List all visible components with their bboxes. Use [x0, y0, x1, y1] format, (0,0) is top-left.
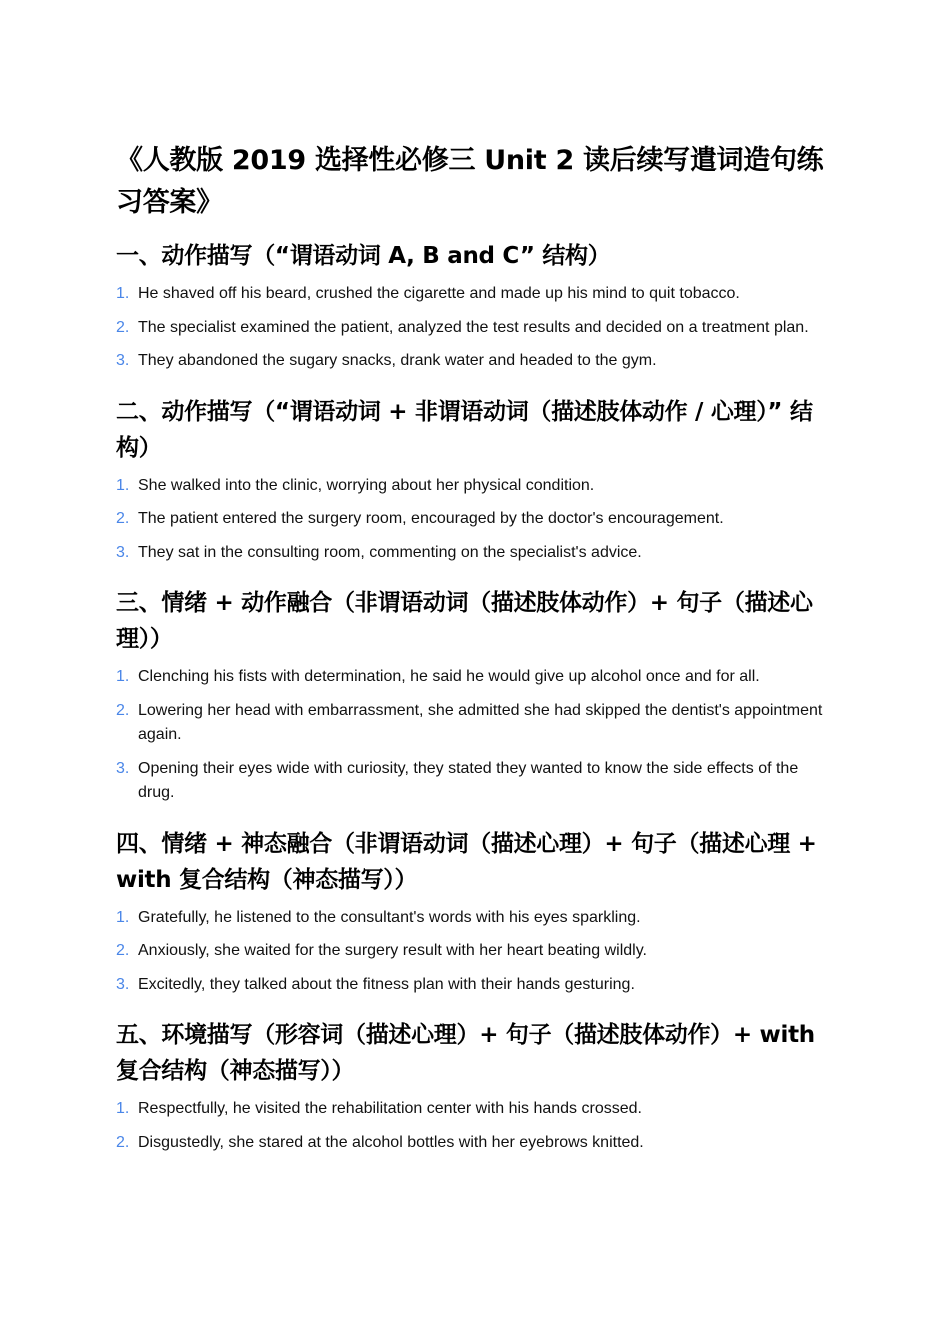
list-number: 1. [116, 908, 130, 926]
list-item [116, 1097, 836, 1122]
list-item [116, 474, 836, 499]
sentence-text: Gratefully, he listened to the consultant's words with his eyes sparkling. [138, 908, 641, 926]
section-heading: 二、动作描写（“谓语动词 + 非谓语动词（描述肢体动作 / 心理）” 结构） [116, 398, 813, 461]
list-item [116, 541, 836, 566]
section-2 [116, 394, 836, 566]
list-number: 2. [116, 942, 130, 959]
list-number: 2. [116, 701, 130, 719]
list-number: 2. [116, 318, 130, 336]
section-heading: 三、情绪 + 动作融合（非谓语动词（描述肢体动作）+ 句子（描述心理）） [116, 590, 813, 652]
sentence-text: Anxiously, she waited for the surgery result with her heart beating wildly. [138, 942, 647, 959]
section-5 [116, 1017, 836, 1155]
sentence-text: They sat in the consulting room, commenting on the specialist's advice. [138, 543, 642, 561]
list-item [116, 507, 836, 532]
list-item [116, 699, 836, 748]
list-number: 2. [116, 1133, 130, 1151]
list-number: 1. [116, 476, 130, 494]
sentence-list [116, 665, 836, 806]
list-item [116, 349, 836, 374]
sentence-text: Excitedly, they talked about the fitness plan with their hands gesturing. [138, 975, 635, 993]
list-number: 3. [116, 352, 130, 369]
sentence-list [116, 474, 836, 566]
sentence-list [116, 906, 836, 998]
sentence-text: Opening their eyes wide with curiosity, they stated they wanted to know the side effects of the drug. [138, 759, 799, 801]
sentence-list [116, 282, 836, 374]
list-number: 1. [116, 668, 130, 685]
sentence-list [116, 1097, 836, 1155]
sentence-text: The specialist examined the patient, analyzed the test results and decided on a treatment plan. [138, 318, 809, 336]
list-number: 3. [116, 975, 130, 993]
sentence-text: They abandoned the sugary snacks, drank water and headed to the gym. [138, 352, 657, 369]
list-number: 3. [116, 543, 130, 561]
list-number: 1. [116, 1100, 130, 1117]
page-title: 《人教版 2019 选择性必修三 Unit 2 读后续写遣词造句练习答案》 [116, 145, 824, 218]
list-number: 2. [116, 510, 130, 527]
section-1 [116, 238, 836, 374]
sentence-text: She walked into the clinic, worrying about her physical condition. [138, 476, 595, 494]
list-item [116, 906, 836, 931]
section-4 [116, 826, 836, 998]
list-item [116, 282, 836, 307]
sentence-text: Respectfully, he visited the rehabilitation center with his hands crossed. [138, 1100, 642, 1117]
sentence-text: Clenching his fists with determination, he said he would give up alcohol once and for all. [138, 668, 760, 685]
list-item [116, 973, 836, 998]
list-item [116, 316, 836, 341]
section-heading: 四、情绪 + 神态融合（非谓语动词（描述心理）+ 句子（描述心理 + with 复合结构（神态描写）） [116, 830, 817, 893]
sentence-text: Lowering her head with embarrassment, she admitted she had skipped the dentist's appointment again. [138, 701, 823, 743]
section-3 [116, 585, 836, 806]
list-item [116, 939, 836, 964]
sentence-text: The patient entered the surgery room, encouraged by the doctor's encouragement. [138, 510, 724, 527]
section-heading: 一、动作描写（“谓语动词 A, B and C” 结构） [116, 243, 611, 269]
list-item [116, 757, 836, 806]
document-page [116, 140, 836, 1175]
list-number: 1. [116, 285, 130, 302]
sentence-text: Disgustedly, she stared at the alcohol bottles with her eyebrows knitted. [138, 1133, 644, 1151]
list-item [116, 665, 836, 690]
list-number: 3. [116, 759, 130, 777]
list-item [116, 1131, 836, 1156]
section-heading: 五、环境描写（形容词（描述心理）+ 句子（描述肢体动作）+ with 复合结构（神态描写）） [116, 1022, 815, 1084]
sentence-text: He shaved off his beard, crushed the cigarette and made up his mind to quit tobacco. [138, 285, 740, 302]
